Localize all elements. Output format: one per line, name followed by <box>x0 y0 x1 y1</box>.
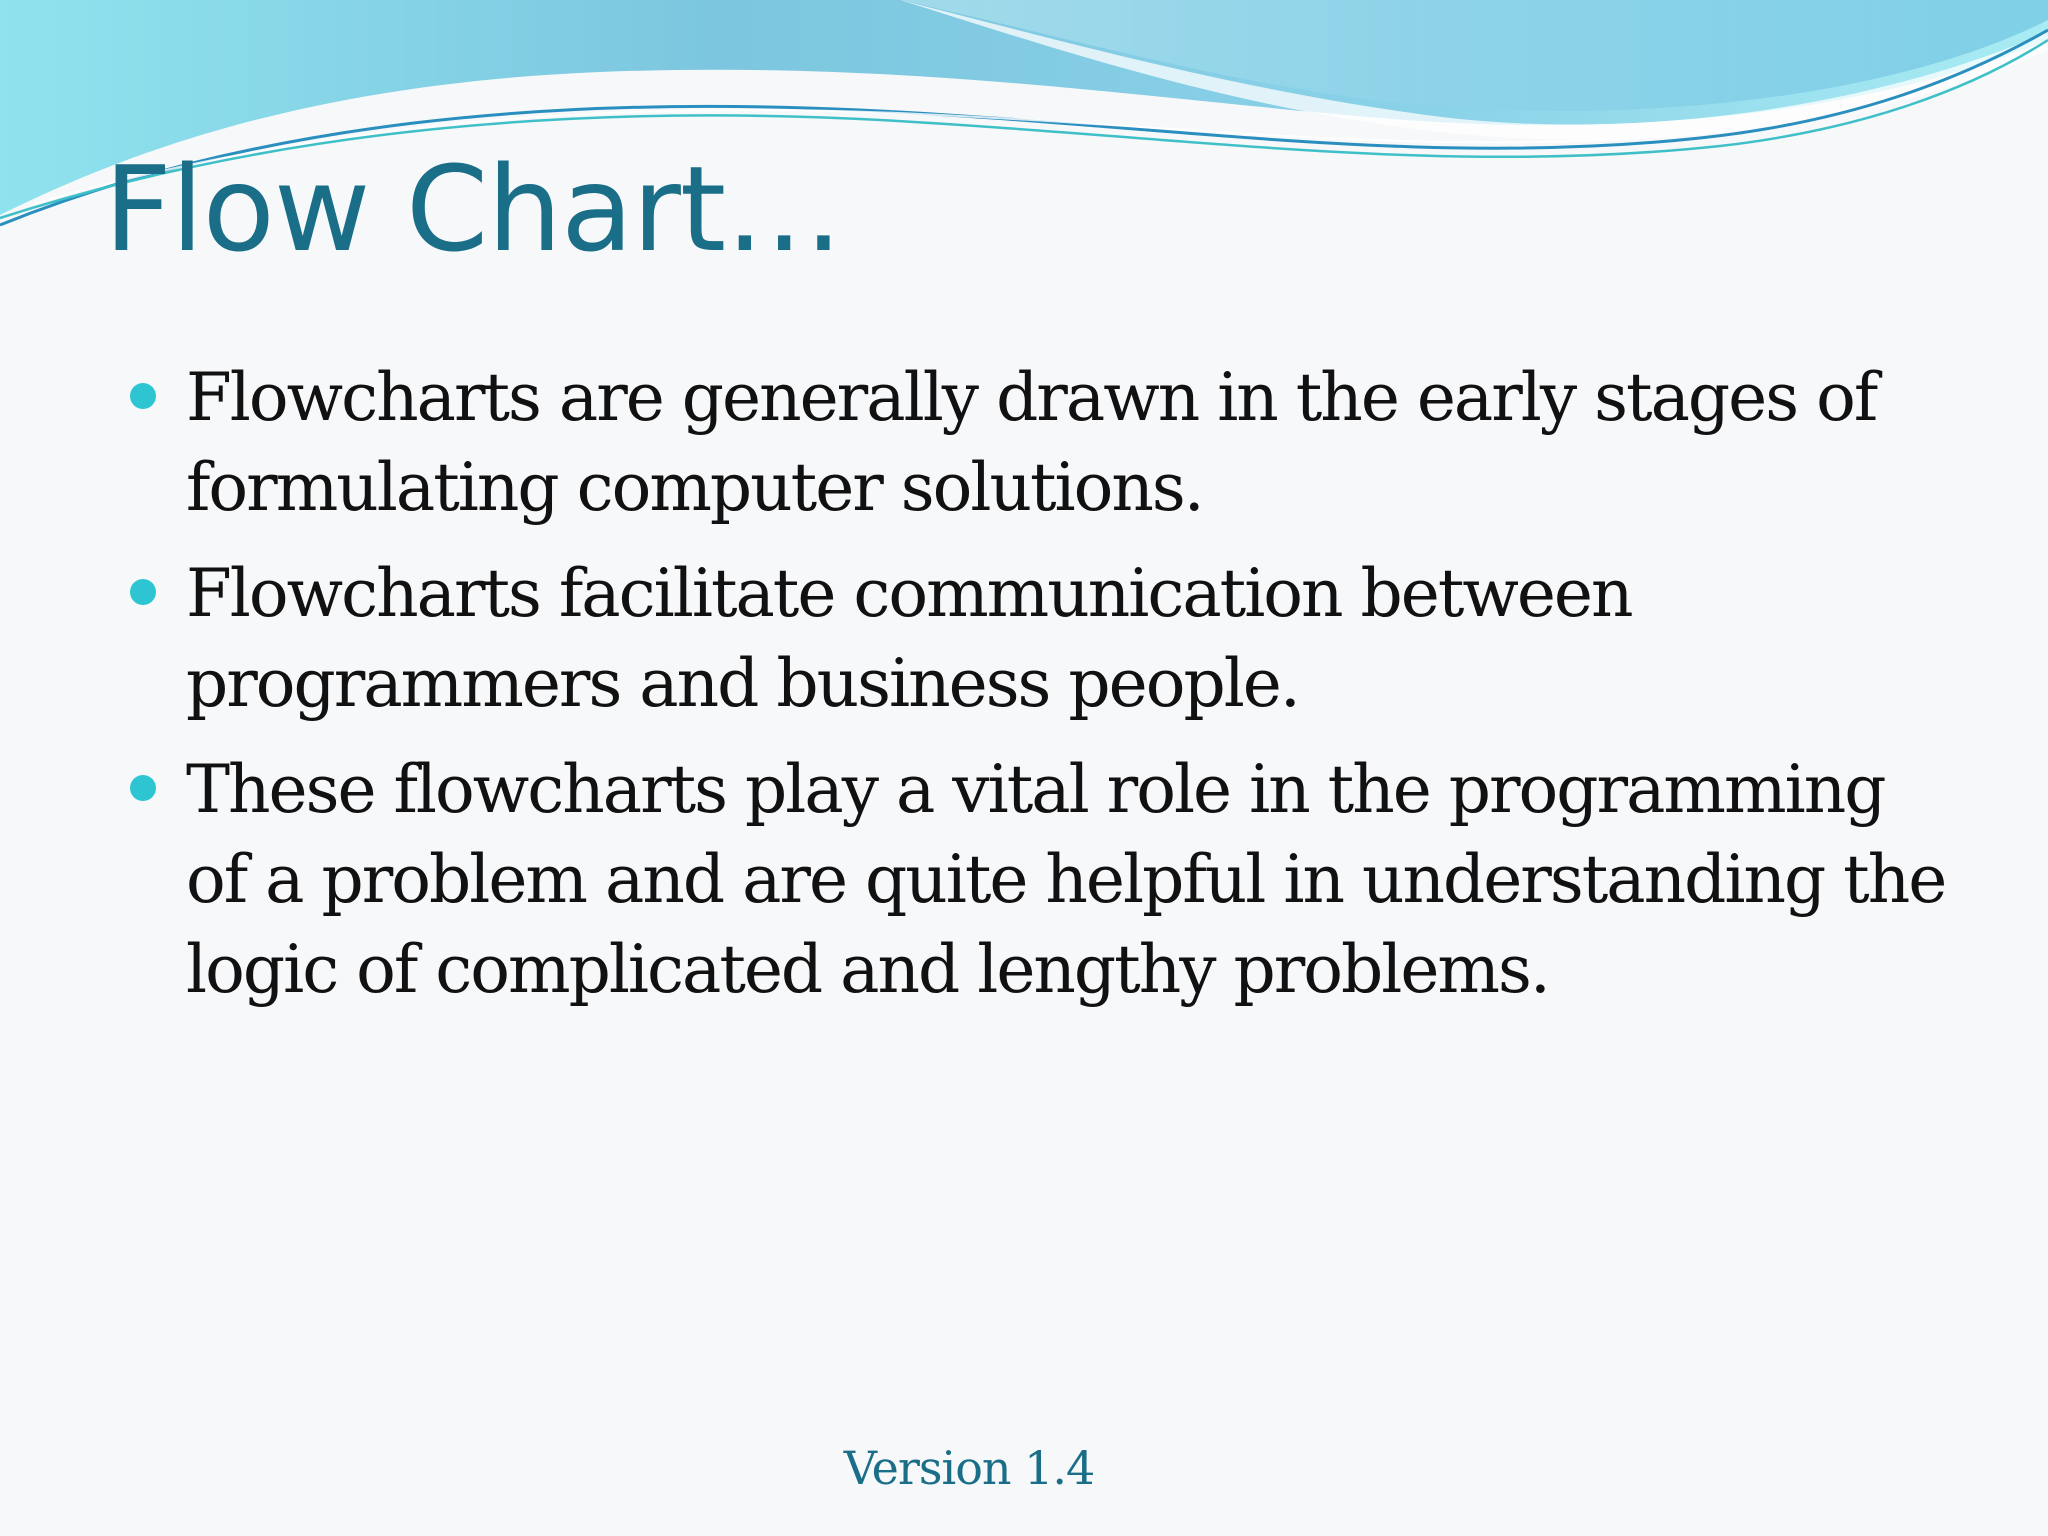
bullet-item <box>128 549 1948 729</box>
bullet-list <box>128 353 1948 1031</box>
bullet-item <box>128 353 1948 533</box>
bullet-text: These flowcharts play a vital role in the programming of a problem and are quite helpful in understanding the logic of complicated and lengthy problems. <box>186 751 1946 1008</box>
bullet-text: Flowcharts are generally drawn in the early stages of formulating computer solutions. <box>186 359 1877 526</box>
footer-version: Version 1.4 <box>843 1441 1095 1495</box>
bullet-dot-icon <box>130 579 156 605</box>
bullet-dot-icon <box>130 775 156 801</box>
bullet-text: Flowcharts facilitate communication between programmers and business people. <box>186 555 1632 722</box>
slide-title: Flow Chart… <box>104 140 843 278</box>
bullet-dot-icon <box>130 383 156 409</box>
bullet-item <box>128 745 1948 1015</box>
